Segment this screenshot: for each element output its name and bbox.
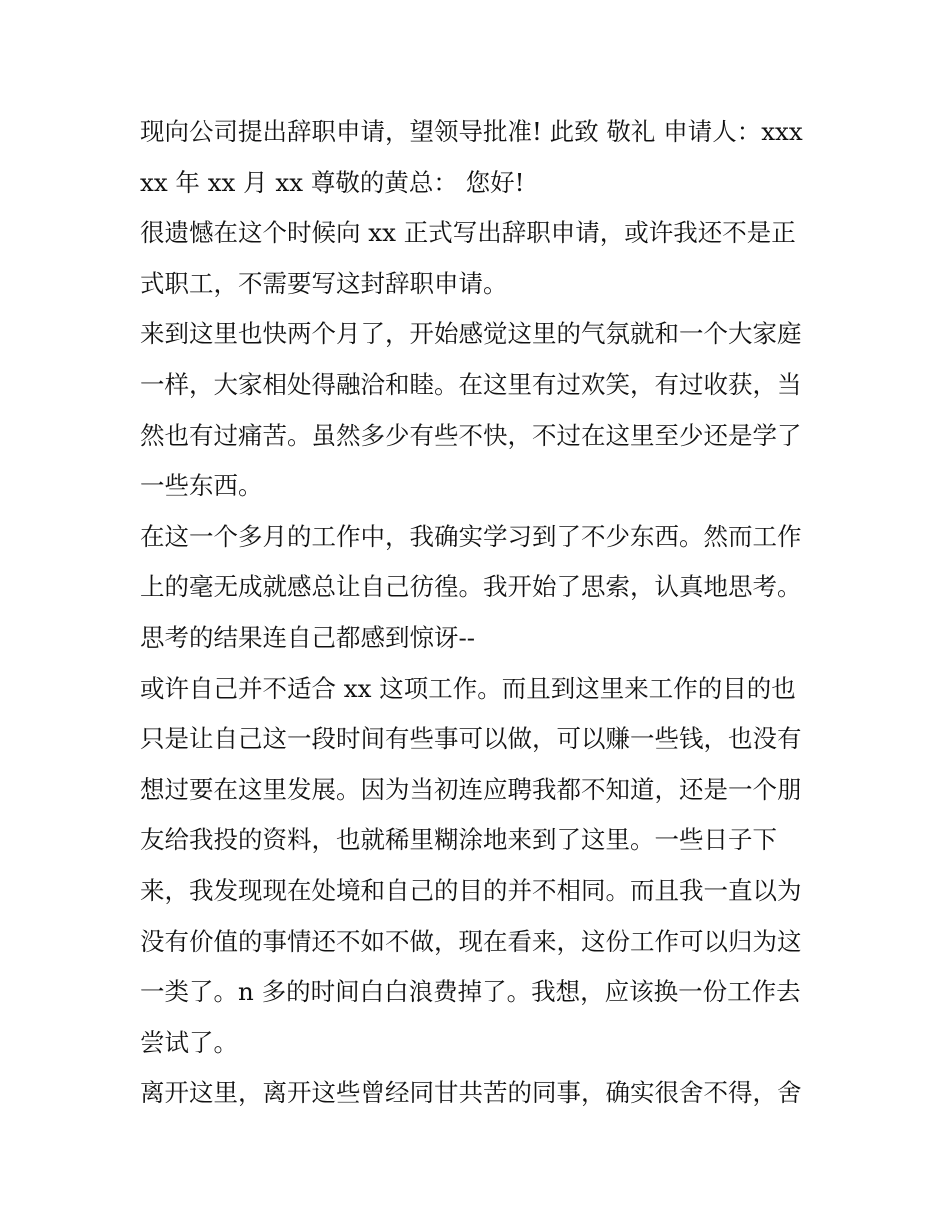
text-line: 式职工，不需要写这封辞职申请。 — [140, 268, 508, 298]
text-line: 离开这里，离开这些曾经同甘共苦的同事，确实很舍不得，舍 — [140, 1078, 802, 1108]
text-line: xx 年 xx 月 xx 尊敬的黄总： 您好! — [140, 167, 525, 197]
text-line: 友给我投的资料，也就稀里糊涂地来到了这里。一些日子下 — [140, 825, 777, 855]
text-line: 现向公司提出辞职申请，望领导批准! 此致 敬礼 申请人：xxx — [140, 117, 803, 146]
text-line: 很遗憾在这个时候向 xx 正式写出辞职申请，或许我还不是正 — [140, 218, 796, 248]
text-line: 尝试了。 — [140, 1027, 238, 1057]
text-line: 或许自己并不适合 xx 这项工作。而且到这里来工作的目的也 — [140, 673, 796, 703]
text-line: 一些东西。 — [140, 471, 263, 501]
text-line: 只是让自己这一段时间有些事可以做，可以赚一些钱，也没有 — [140, 724, 802, 754]
text-line: 在这一个多月的工作中，我确实学习到了不少东西。然而工作 — [140, 521, 802, 551]
text-line: 想过要在这里发展。因为当初连应聘我都不知道，还是一个朋 — [140, 774, 802, 804]
text-line: 来到这里也快两个月了，开始感觉这里的气氛就和一个大家庭 — [140, 319, 802, 349]
text-line: 然也有过痛苦。虽然多少有些不快，不过在这里至少还是学了 — [140, 420, 802, 450]
text-line: 一类了。n 多的时间白白浪费掉了。我想，应该换一份工作去 — [140, 977, 801, 1007]
text-line: 上的毫无成就感总让自己彷徨。我开始了思索，认真地思考。 — [140, 572, 802, 602]
document-body — [140, 107, 820, 1119]
text-line: 来，我发现现在处境和自己的目的并不相同。而且我一直以为 — [140, 875, 802, 905]
text-line: 没有价值的事情还不如不做，现在看来，这份工作可以归为这 — [140, 926, 802, 956]
text-line: 一样，大家相处得融洽和睦。在这里有过欢笑，有过收获，当 — [140, 369, 802, 399]
text-line: 思考的结果连自己都感到惊讶-- — [140, 622, 476, 652]
